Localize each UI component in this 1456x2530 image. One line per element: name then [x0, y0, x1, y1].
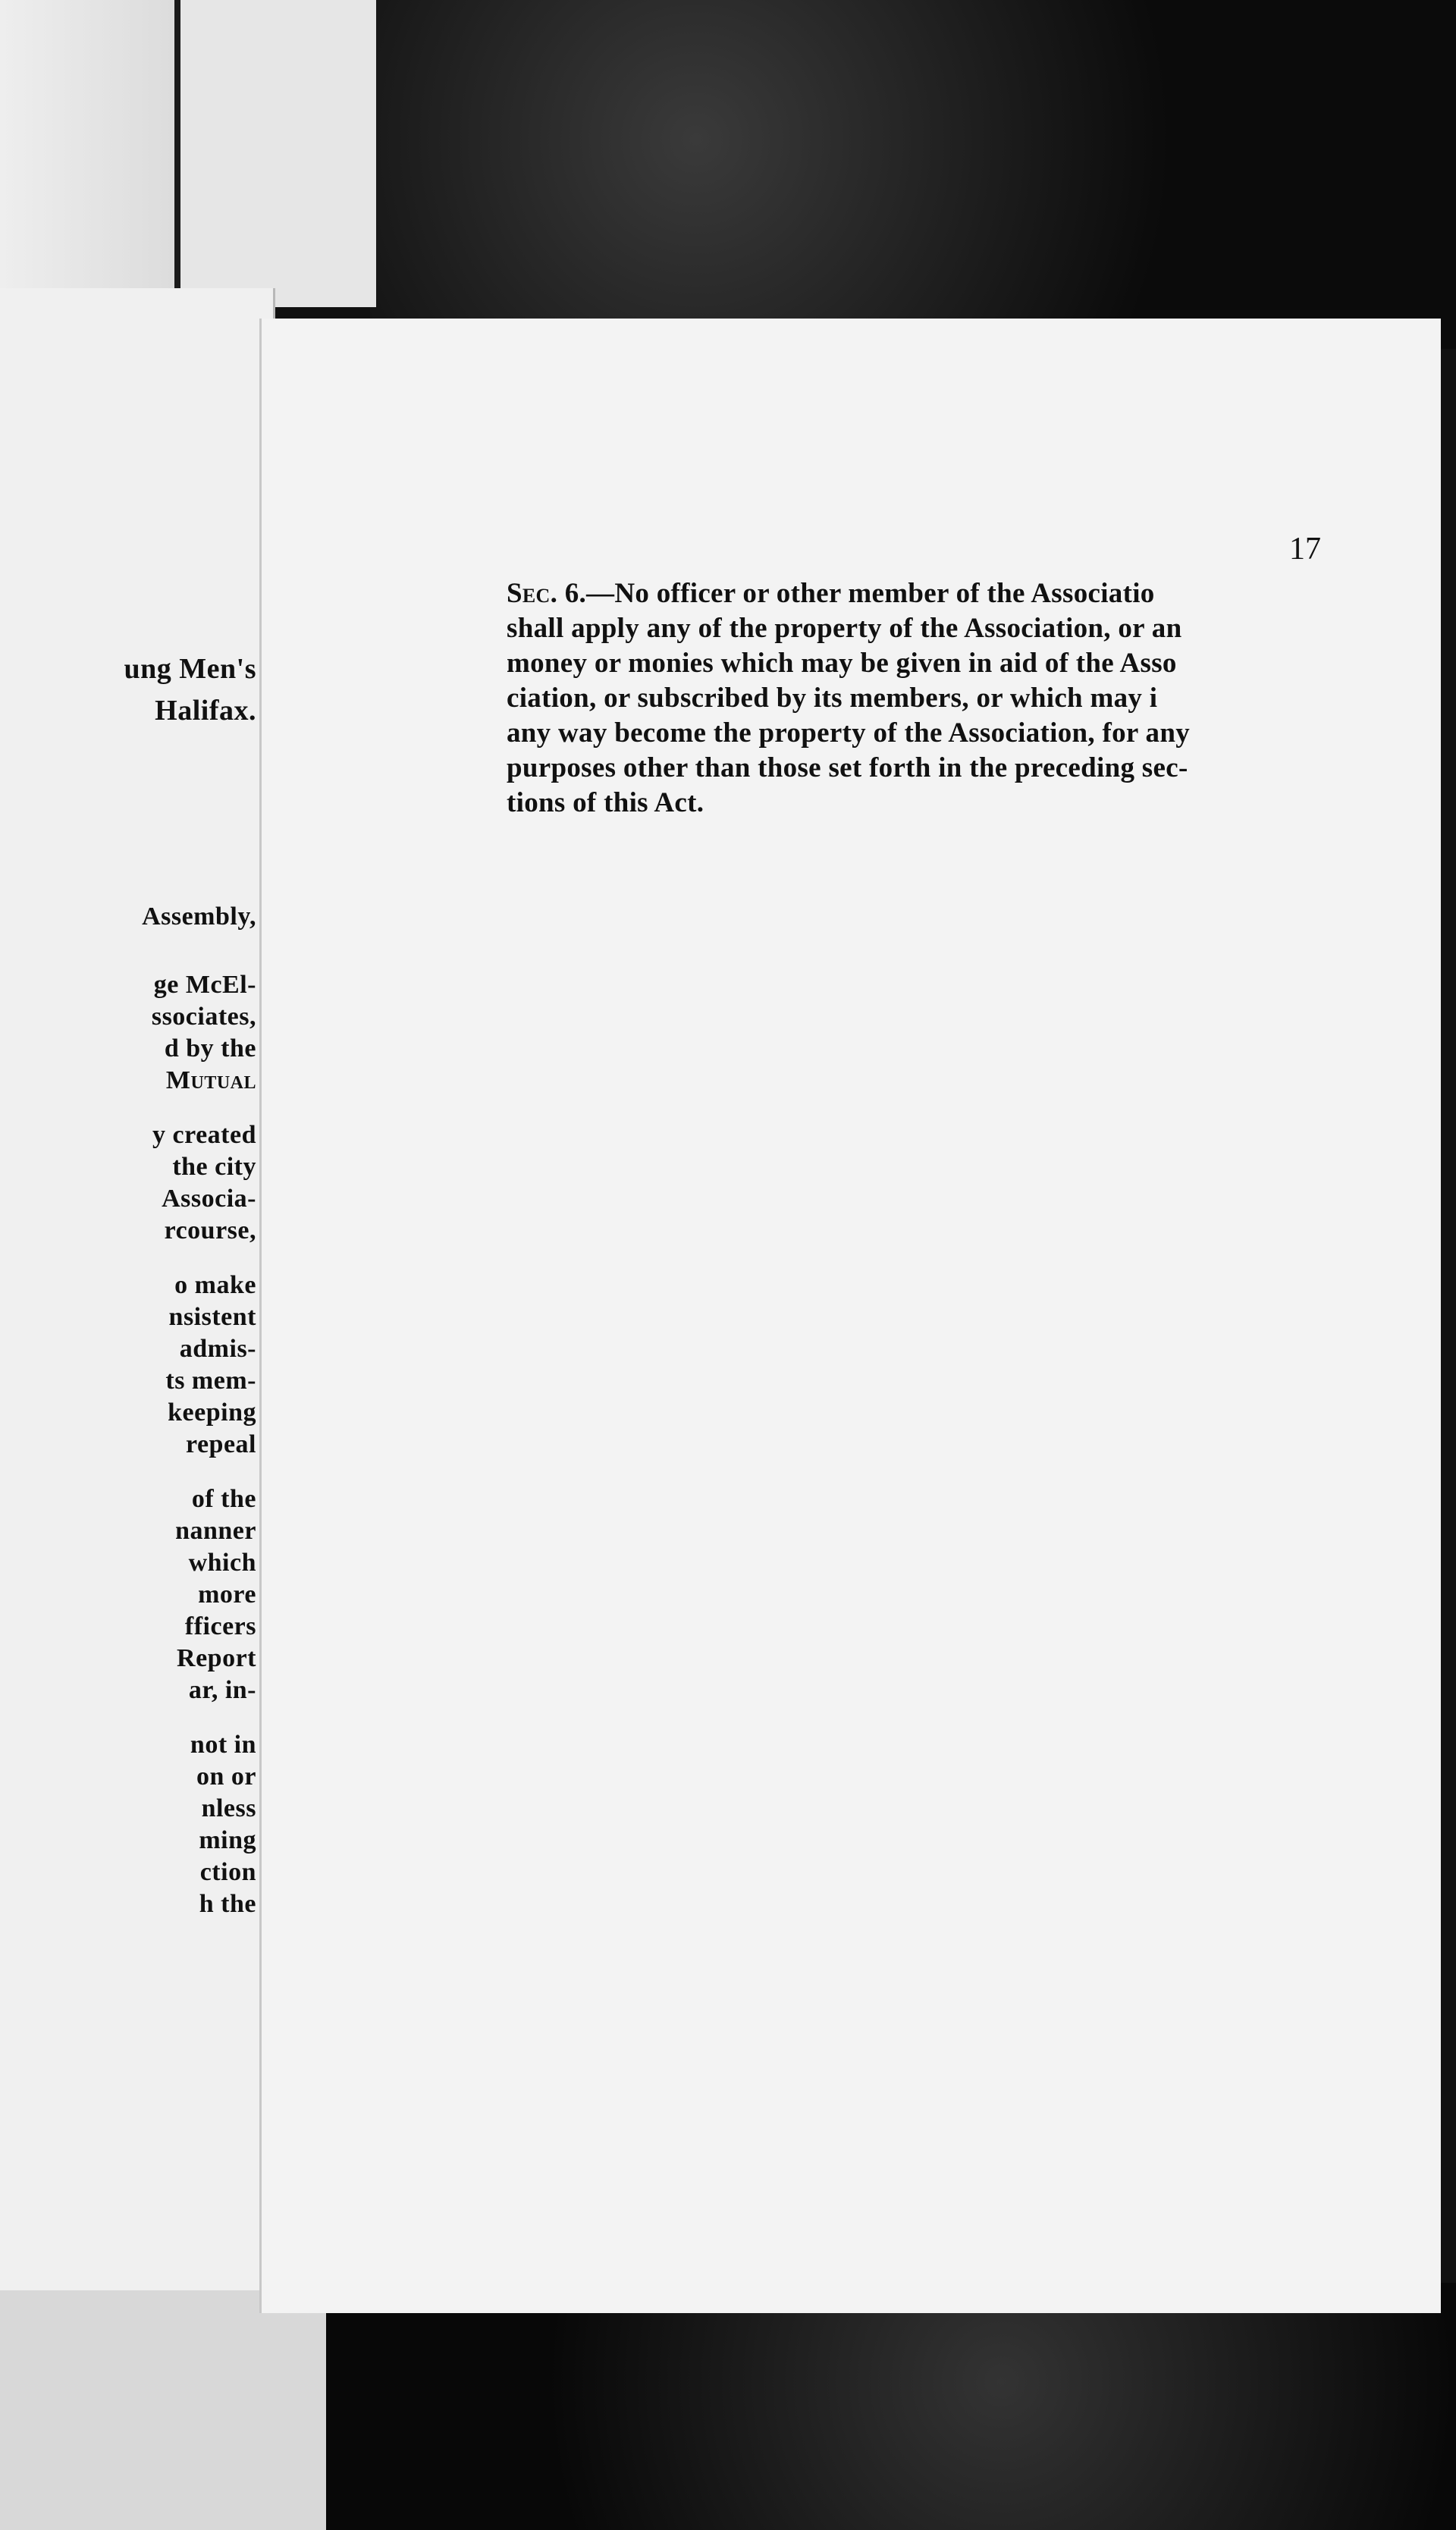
left-fragment: y created	[152, 1121, 256, 1149]
left-fragment: nanner	[175, 1517, 256, 1545]
left-fragment: fficers	[184, 1612, 256, 1640]
left-fragment: d by the	[164, 1034, 256, 1063]
left-fragment: the city	[172, 1153, 256, 1181]
left-fragment: rcourse,	[164, 1216, 256, 1245]
background-dark-fabric-top	[370, 0, 1456, 349]
section-line: ciation, or subscribed by its members, or which may i	[507, 683, 1158, 714]
background-book-edge-bottom	[0, 2283, 326, 2530]
section-line: tions of this Act.	[507, 787, 704, 818]
section-lead: Sec. 6.	[507, 578, 587, 609]
section-line: money or monies which may be given in aid of the Asso	[507, 648, 1177, 679]
left-fragment: ar, in-	[188, 1676, 256, 1704]
section-line	[507, 576, 1322, 611]
left-fragment: Associa-	[162, 1185, 256, 1213]
left-fragment: Report	[177, 1644, 256, 1672]
left-fragment: ction	[199, 1858, 256, 1886]
left-fragment: ming	[199, 1826, 256, 1854]
left-fragment: ung Men's	[124, 653, 256, 685]
left-fragment: ts mem-	[165, 1367, 256, 1395]
left-fragment: admis-	[179, 1335, 256, 1363]
section-line: purposes other than those set forth in the preceding sec-	[507, 752, 1188, 783]
section-line: any way become the property of the Association, for any	[507, 717, 1191, 749]
left-fragment: repeal	[185, 1430, 256, 1458]
left-fragment: Mutual	[165, 1066, 256, 1094]
left-fragment: h the	[199, 1890, 256, 1918]
section-line: shall apply any of the property of the Association, or an	[507, 613, 1182, 644]
left-fragment: ge McEl-	[153, 971, 256, 999]
left-fragment: ssociates,	[151, 1003, 256, 1031]
left-fragment: Halifax.	[155, 695, 256, 727]
background-page-edge-left	[0, 0, 174, 300]
section-line-text: —No officer or other member of the Associatio	[586, 578, 1155, 609]
left-fragment: nless	[201, 1794, 256, 1822]
left-fragment: not in	[190, 1731, 256, 1759]
left-fragment: nsistent	[168, 1303, 256, 1331]
page-number: 17	[1289, 532, 1321, 567]
left-page	[0, 288, 275, 2290]
section-6-text	[507, 576, 1322, 821]
left-fragment: on or	[196, 1763, 256, 1791]
left-fragment: more	[198, 1580, 256, 1609]
background-page-edge-right	[174, 0, 376, 307]
background-dark-fabric-bottom	[318, 2283, 1456, 2530]
left-fragment: Assembly,	[142, 902, 256, 931]
left-fragment: keeping	[168, 1398, 256, 1427]
left-fragment: which	[188, 1549, 256, 1577]
left-fragment: o make	[174, 1271, 256, 1299]
left-fragment: of the	[191, 1485, 256, 1513]
